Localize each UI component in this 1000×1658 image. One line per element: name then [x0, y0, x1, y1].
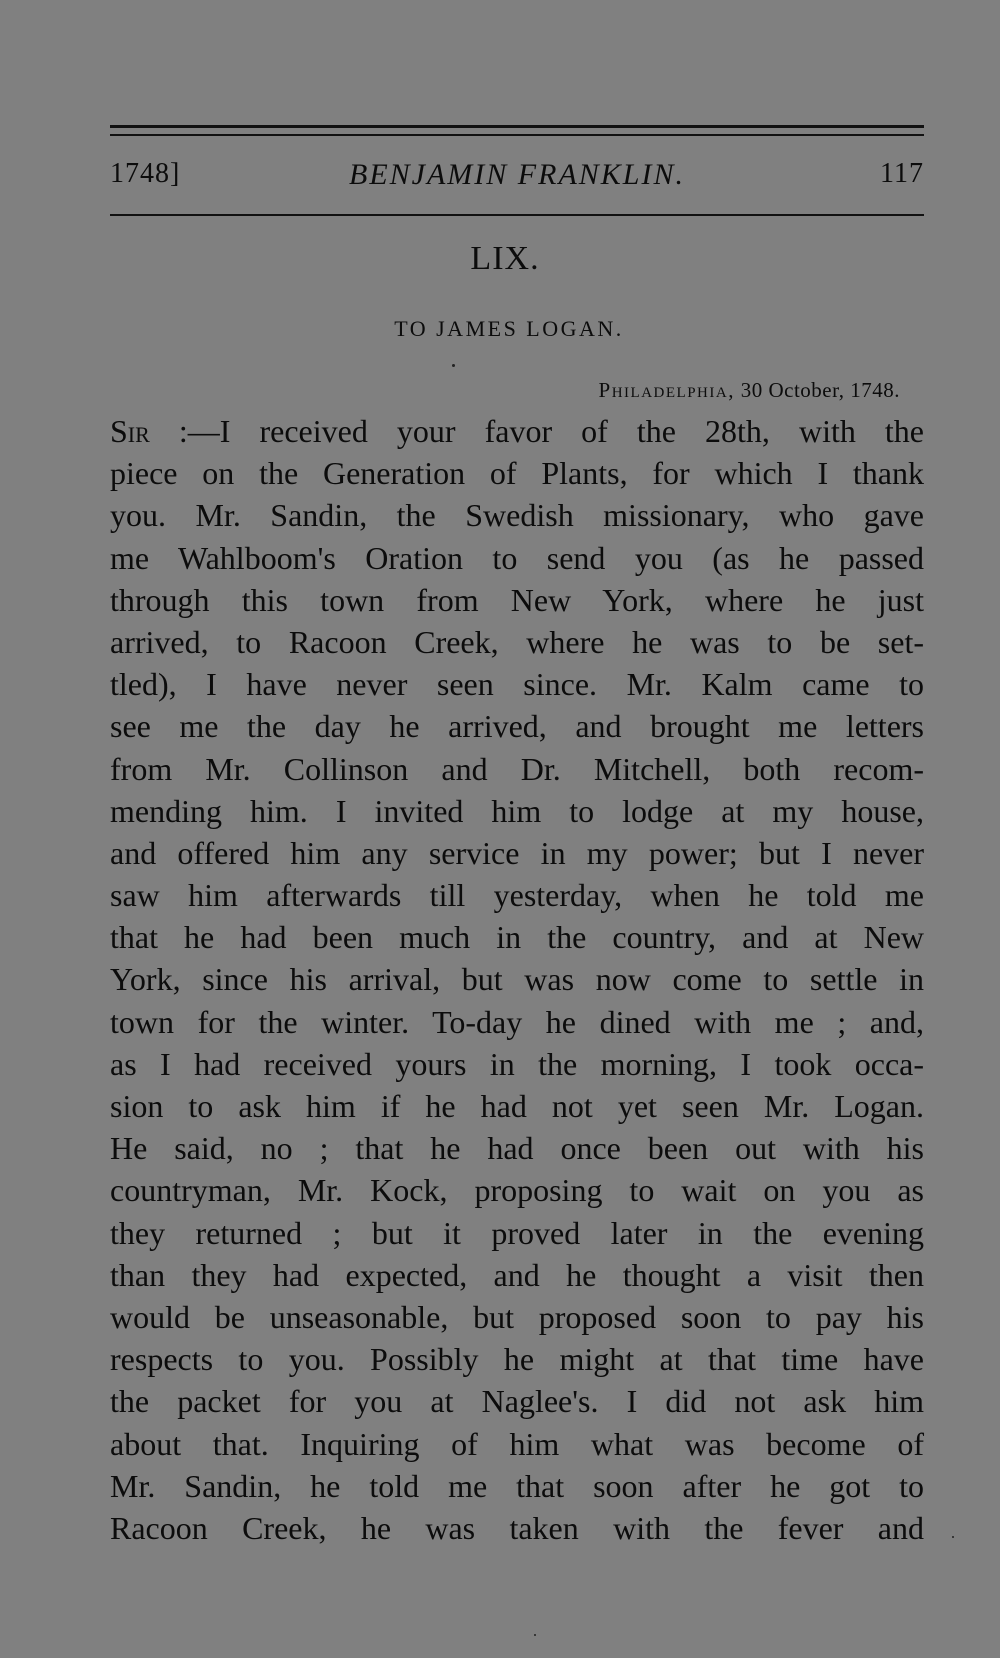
body-line: York, since his arrival, but was now come to settle in [110, 961, 924, 998]
letter-addressee: TO JAMES LOGAN. [394, 316, 624, 341]
body-line: Racoon Creek, he was taken with the fever and [110, 1509, 924, 1546]
dateline-date: 30 October, 1748. [740, 378, 900, 402]
dateline [599, 378, 900, 403]
body-line: see me the day he arrived, and brought me letters [110, 708, 924, 745]
body-line: respects to you. Possibly he might at that time have [110, 1341, 924, 1378]
print-speck [952, 1536, 954, 1538]
body-line: through this town from New York, where he just [110, 581, 924, 618]
body-line: saw him afterwards till yesterday, when he told me [110, 877, 924, 914]
header-rule-bottom [110, 214, 924, 216]
print-speck [452, 364, 455, 367]
running-head-year: 1748] [110, 158, 181, 189]
body-line: mending him. I invited him to lodge at my house, [110, 792, 924, 829]
letter-number: LIX. [470, 240, 540, 277]
page-number: 117 [880, 158, 924, 189]
header-rule-second [110, 134, 924, 136]
body-line: that he had been much in the country, and at New [110, 919, 924, 956]
body-line: as I had received yours in the morning, I took occa- [110, 1045, 924, 1082]
running-head [110, 158, 924, 198]
header-rule-top [110, 125, 924, 128]
body-line: the packet for you at Naglee's. I did not ask him [110, 1383, 924, 1420]
body-line-text: :—I received your favor of the 28th, with the [149, 413, 924, 449]
dateline-place: Philadelphia, [598, 378, 735, 402]
body-line: would be unseasonable, but proposed soon to pay his [110, 1298, 924, 1335]
body-line: town for the winter. To-day he dined with me ; and, [110, 1003, 924, 1040]
body-line: countryman, Mr. Kock, proposing to wait on you as [110, 1172, 924, 1209]
body-line: and offered him any service in my power; but I never [110, 834, 924, 871]
body-line: He said, no ; that he had once been out with his [110, 1130, 924, 1167]
letter-body [110, 410, 924, 1549]
running-head-title: BENJAMIN FRANKLIN. [349, 158, 685, 191]
body-line: tled), I have never seen since. Mr. Kalm came to [110, 666, 924, 703]
body-line: you. Mr. Sandin, the Swedish missionary, who gave [110, 497, 924, 534]
body-line: they returned ; but it proved later in the evening [110, 1214, 924, 1251]
body-line: sion to ask him if he had not yet seen Mr. Logan. [110, 1088, 924, 1124]
body-line: arrived, to Racoon Creek, where he was to be set- [110, 623, 924, 660]
body-line [110, 410, 924, 452]
body-line: about that. Inquiring of him what was become of [110, 1425, 924, 1462]
body-line: than they had expected, and he thought a visit then [110, 1256, 924, 1293]
body-line: me Wahlboom's Oration to send you (as he passed [110, 539, 924, 576]
body-line: Mr. Sandin, he told me that soon after he got to [110, 1467, 924, 1504]
body-line: from Mr. Collinson and Dr. Mitchell, both recom- [110, 750, 924, 787]
print-speck [534, 1634, 536, 1636]
salutation: Sir [110, 413, 150, 449]
body-line: piece on the Generation of Plants, for which I thank [110, 455, 924, 492]
